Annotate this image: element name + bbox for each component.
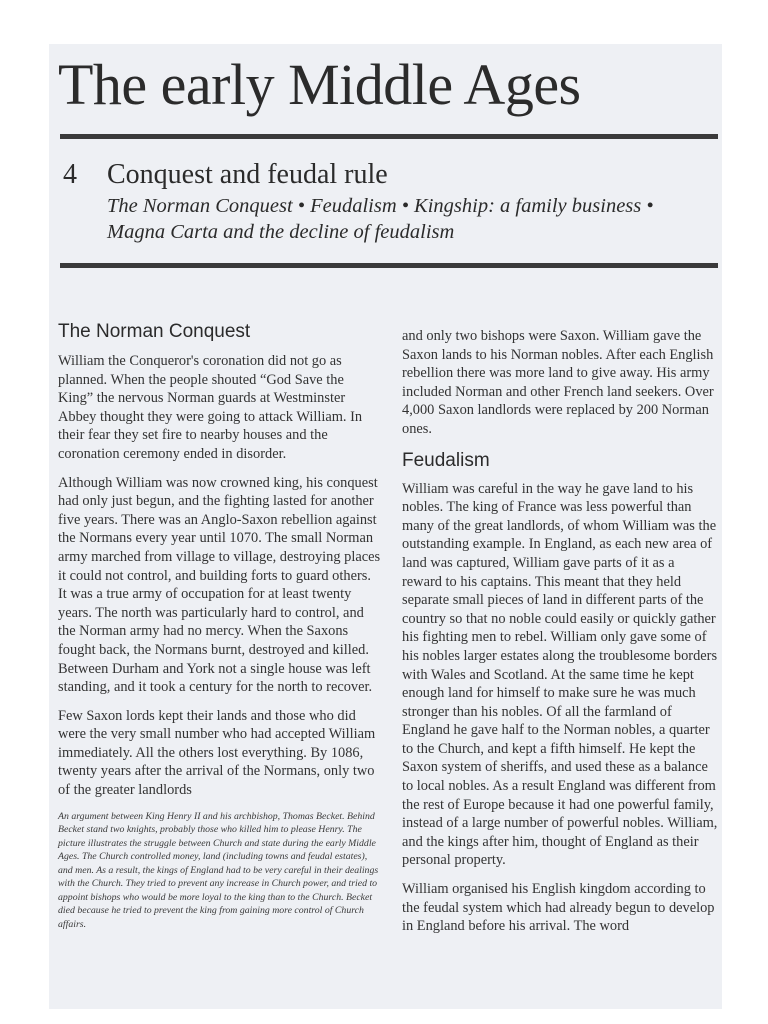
body-paragraph-continued: and only two bishops were Saxon. William gave the Saxon lands to his Norman nobles. After each English rebellion there was more land to give away. His army included Norman and other French land seekers. Over 4,000 Saxon landlords were replaced by 200 Norman ones. <box>402 328 714 437</box>
left-column <box>58 320 382 931</box>
figure-caption: An argument between King Henry II and his archbishop, Thomas Becket. Behind Becket stand two knights, probably those who killed him to please Henry. The picture illustrates the struggle between Church and state during the early Middle Ages. The Church controlled money, land (including towns and feudal estates), and men. As a result, the kings of England had to be very careful in their dealings with the Church. They tried to prevent any increase in Church power, and tried to appoint bishops who would be more loyal to the king than to the Church. Becket died because he tried to prevent the king from gaining more control of Church affairs. <box>58 810 379 930</box>
chapter-number: 4 <box>63 159 77 190</box>
body-paragraph: Few Saxon lords kept their lands and those who did were the very small number who had accepted William immediately. All the others lost everything. By 1086, twenty years after the arrival of the Normans, only two of the greater landlords <box>58 707 376 799</box>
body-paragraph: William organised his English kingdom according to the feudal system which had already begun to develop in England before his arrival. The word <box>402 881 715 935</box>
book-title: The early Middle Ages <box>58 52 581 117</box>
right-column <box>402 327 718 946</box>
body-paragraph: Although William was now crowned king, his conquest had only just begun, and the fighting lasted for another five years. There was an Anglo-Saxon rebellion against the Normans every year until 1070. The small Norman army marched from village to village, destroying places it could not control, and building forts to guard others. It was a true army of occupation for at least twenty years. The north was particularly hard to control, and the Norman army had no mercy. When the Saxons fought back, the Normans burnt, destroyed and killed. Between Durham and York not a single house was left standing, and it took a century for the north to recover. <box>58 474 381 696</box>
chapter-subtitle: The Norman Conquest • Feudalism • Kingship: a family business • Magna Carta and the decline of feudalism <box>107 195 654 243</box>
body-paragraph: William the Conqueror's coronation did not go as planned. When the people shouted “God Save the King” the nervous Norman guards at Westminster Abbey thought they were going to attack William. In their fear they set fire to nearby houses and the coronation ceremony ended in disorder. <box>58 353 363 462</box>
chapter-title: Conquest and feudal rule <box>107 159 388 190</box>
top-rule <box>60 134 718 139</box>
body-paragraph: William was careful in the way he gave land to his nobles. The king of France was less powerful than many of the great landlords, of whom William was the outstanding example. In England, as each new area of land was captured, William gave parts of it as a reward to his captains. This meant that they held separate small pieces of land in different parts of the country so that no noble could easily or quickly gather his fighting men to rebel. William only gave some of his nobles larger estates along the troublesome borders with Wales and Scotland. At the same time he kept enough land for himself to make sure he was much stronger than his nobles. Of all the farmland of England he gave half to the Norman nobles, a quarter to the Church, and kept a fifth himself. He kept the Saxon system of sheriffs, and used these as a balance to local nobles. As a result England was different from the rest of Europe because it had one powerful family, instead of a large number of powerful nobles. William, and the kings after him, thought of England as their personal property. <box>402 480 718 869</box>
bottom-rule <box>60 263 718 268</box>
chapter-heading <box>63 158 388 192</box>
section-heading-norman-conquest: The Norman Conquest <box>58 321 251 342</box>
section-heading-feudalism: Feudalism <box>402 449 490 471</box>
